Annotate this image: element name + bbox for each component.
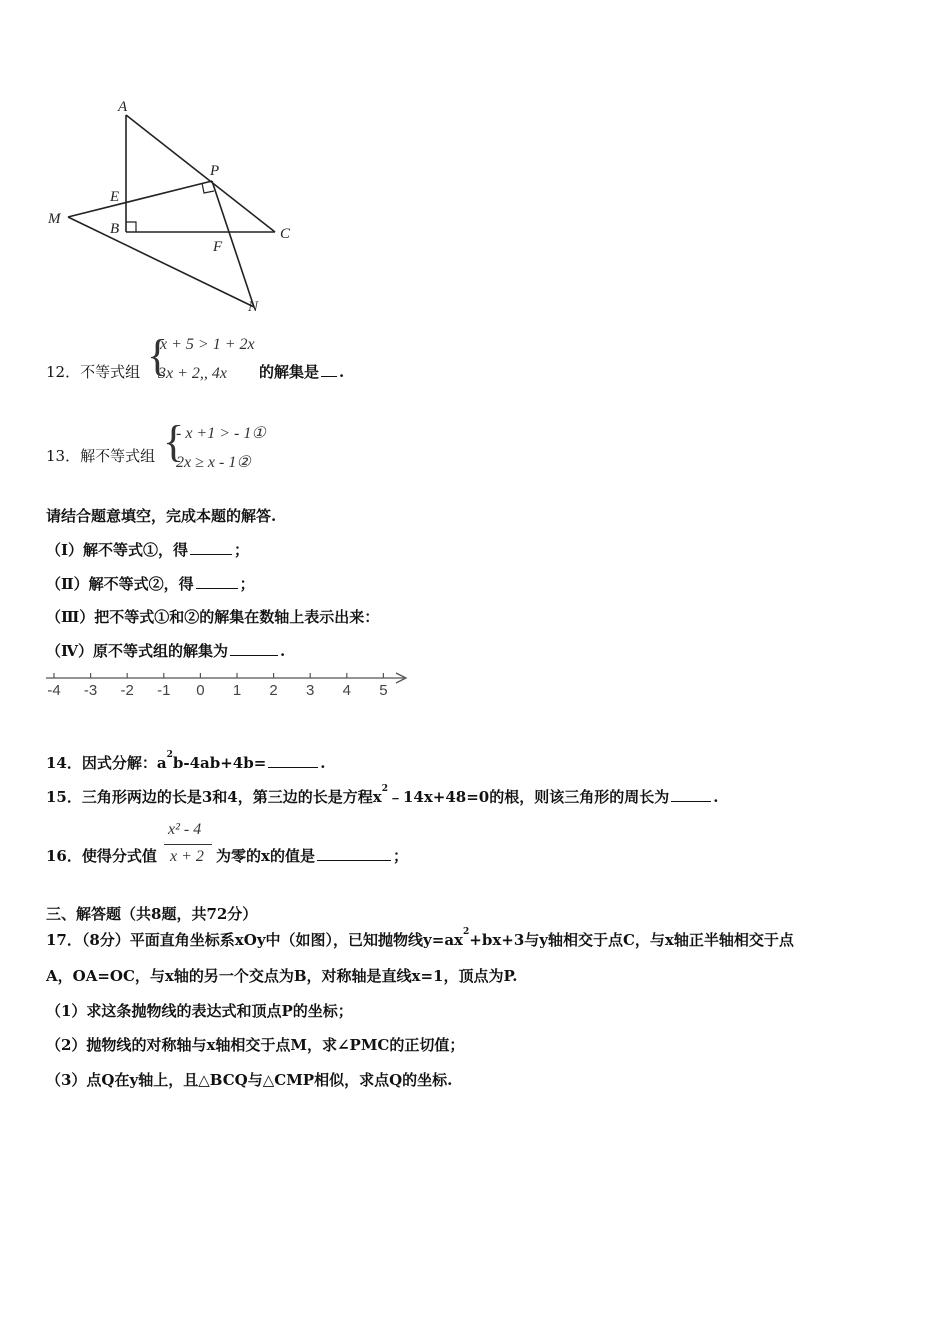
q13-part3: （Ⅲ）把不等式①和②的解集在数轴上表示出来： xyxy=(46,608,380,626)
q13-intro: 请结合题意填空，完成本题的解答. xyxy=(46,507,277,525)
segment-MP xyxy=(68,181,212,217)
right-angle-B xyxy=(126,222,136,232)
q16-numerator: x² - 4 xyxy=(168,821,202,838)
q13-number: 13．解不等式组 xyxy=(46,447,156,465)
q13-line2: 2x ≥ x - 1② xyxy=(176,454,251,471)
q12-line1: x + 5 > 1 + 2x xyxy=(160,336,255,353)
q12-suffix: 的解集是 . xyxy=(259,363,345,381)
q13-brace: { xyxy=(163,417,185,466)
section3-title: 三、解答题（共8题，共72分） xyxy=(46,905,258,923)
q15: 15．三角形两边的长是3和4，第三边的长是方程$x^2﹣14x+48=0$的根，则该三角形的周长为 . xyxy=(46,784,719,806)
geometry-figure xyxy=(40,95,310,320)
q17-line1: 17．（8分）平面直角坐标系xOy中（如图），已知抛物线$y=ax^2+bx+3$与y轴相交于点C，与x轴正半轴相交于点 xyxy=(46,927,794,949)
right-angle-P xyxy=(202,183,214,193)
q13-part4: （Ⅳ）原不等式组的解集为 . xyxy=(46,642,286,660)
q12-line2: 3x + 2,, 4x xyxy=(158,365,227,382)
q12-brace: { xyxy=(147,331,169,380)
number-line-label: 3 xyxy=(306,682,315,699)
q16-suffix: 为零的x的值是 ； xyxy=(216,847,408,865)
q16-fraction-bar xyxy=(164,844,212,845)
q13-part1: （Ⅰ）解不等式①，得 ； xyxy=(46,541,250,559)
label-N: N xyxy=(248,299,259,315)
number-line-label: 4 xyxy=(342,682,351,699)
number-line-label: 1 xyxy=(232,682,242,699)
number-line-label: -4 xyxy=(47,682,61,699)
segment-AC xyxy=(126,115,275,232)
number-line xyxy=(42,668,414,702)
label-B: B xyxy=(110,221,120,237)
number-line-label: 5 xyxy=(379,682,388,699)
q13-line1: - x +1 > - 1① xyxy=(176,425,266,442)
q14: 14．因式分解：$a^2b-4ab+4b=$ . xyxy=(46,750,326,772)
label-A: A xyxy=(118,99,128,115)
q17-sub1: （1）求这条抛物线的表达式和顶点P的坐标； xyxy=(46,1002,353,1020)
number-line-label: 0 xyxy=(196,682,205,699)
segment-MN xyxy=(68,217,254,307)
q16-denominator: x + 2 xyxy=(170,848,204,865)
q17-line2: A，OA=OC，与x轴的另一个交点为B，对称轴是直线x=1，顶点为P. xyxy=(46,967,518,985)
label-P: P xyxy=(210,163,220,179)
q13-part2: （Ⅱ）解不等式②，得 ； xyxy=(46,575,255,593)
label-M: M xyxy=(48,211,61,227)
q12-number: 12．不等式组 xyxy=(46,363,141,381)
q16-prefix: 16．使得分式值 xyxy=(46,847,157,865)
number-line-label: -1 xyxy=(157,682,171,699)
number-line-label: -3 xyxy=(83,682,98,699)
q17-sub2: （2）抛物线的对称轴与x轴相交于点M，求∠PMC的正切值； xyxy=(46,1036,465,1054)
number-line-label: -2 xyxy=(120,682,134,699)
label-F: F xyxy=(213,239,223,255)
q17-sub3: （3）点Q在y轴上，且△BCQ与△CMP相似，求点Q的坐标. xyxy=(46,1071,453,1089)
label-C: C xyxy=(280,226,291,242)
label-E: E xyxy=(110,189,120,205)
number-line-label: 2 xyxy=(269,682,278,699)
